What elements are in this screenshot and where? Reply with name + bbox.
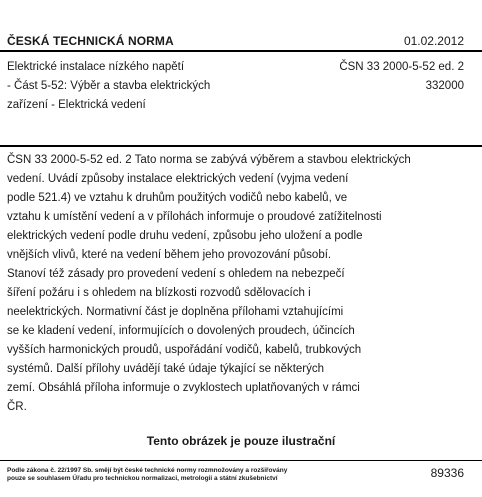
abstract-line: vnějších vlivů, které na vedení během jeho provozování působí. [7, 249, 332, 261]
abstract-line: vedení. Uvádí způsoby instalace elektrických vedení (vyjma vedení [7, 173, 349, 185]
abstract-line: Stanoví též zásady pro provedení vedení s ohledem na nebezpečí [7, 268, 345, 280]
abstract-line: podle 521.4) ve vztahu k druhům použitých vodičů nebo kabelů, ve [7, 192, 348, 204]
abstract-line: elektrických vedení podle druhu vedení, způsobu jeho uložení a podle [7, 230, 363, 242]
document-header-title: ČESKÁ TECHNICKÁ NORMA [7, 34, 174, 48]
catalog-number: 89336 [430, 466, 464, 480]
classification-number: 332000 [425, 80, 464, 92]
header-divider [0, 50, 482, 52]
standard-title-line: - Část 5-52: Výběr a stavba elektrických [7, 80, 211, 92]
abstract-line: systémů. Další přílohy uvádějí také údaje týkající se některých [7, 363, 325, 375]
abstract-line: ČR. [7, 401, 27, 413]
footer-divider [0, 460, 482, 461]
illustration-note: Tento obrázek je pouze ilustrační [146, 434, 336, 448]
publication-date: 01.02.2012 [403, 34, 464, 48]
standard-identifier [339, 58, 464, 96]
footer-legal-notice [7, 467, 327, 483]
abstract-text [7, 151, 447, 417]
abstract-line: ČSN 33 2000-5-52 ed. 2 Tato norma se zabývá výběrem a stavbou elektrických [7, 154, 411, 166]
abstract-line: se ke kladení vedení, informujících o dovolených proudech, účincích [7, 325, 355, 337]
abstract-line: neelektrických. Normativní část je doplněna přílohami vztahujícími [7, 306, 344, 318]
section-divider [0, 145, 482, 147]
standard-title-line: Elektrické instalace nízkého napětí [7, 61, 185, 73]
footer-legal-line: Podle zákona č. 22/1997 Sb. smějí být české technické normy rozmnožovány a rozšiřovány [7, 467, 288, 474]
standard-title [7, 58, 267, 115]
standard-code: ČSN 33 2000-5-52 ed. 2 [339, 61, 464, 73]
abstract-line: vyšších harmonických proudů, uspořádání vodičů, kabelů, trubkových [7, 344, 362, 356]
standard-title-line: zařízení - Elektrická vedení [7, 99, 146, 111]
footer-legal-line: pouze se souhlasem Úřadu pro technickou normalizaci, metrologii a státní zkušebnictví [7, 475, 278, 482]
abstract-line: vztahu k umístění vedení a v přílohách informuje o proudové zatížitelnosti [7, 211, 382, 223]
abstract-line: šíření požáru i s ohledem na blízkosti rozvodů sdělovacích i [7, 287, 311, 299]
abstract-line: zemí. Obsáhlá příloha informuje o zvyklostech uplatňovaných v rámci [7, 382, 360, 394]
